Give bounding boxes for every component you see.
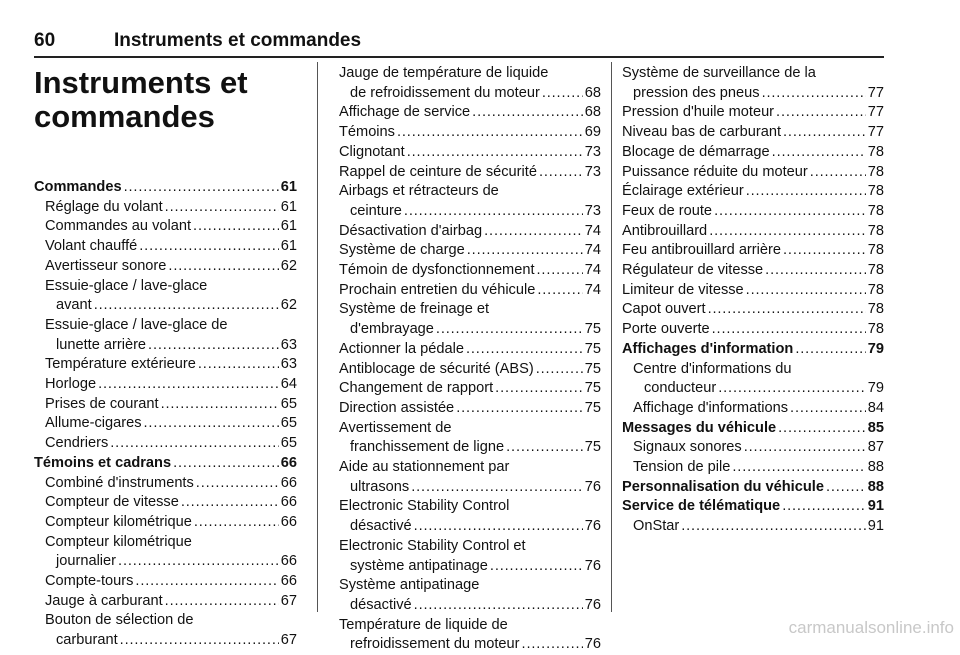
- dot-leader: [490, 557, 583, 577]
- page-number: 60: [34, 30, 56, 51]
- toc-entry-title: Tension de pile: [633, 459, 731, 476]
- dot-leader: [539, 163, 583, 183]
- toc-entry-title: Témoins et cadrans: [34, 454, 172, 471]
- dot-leader: [709, 222, 866, 242]
- dot-leader: [407, 143, 583, 163]
- toc-entry-title: Compte-tours: [45, 573, 134, 590]
- toc-entry[interactable]: [339, 438, 601, 458]
- toc-entry[interactable]: [339, 557, 601, 577]
- toc-entry-title: Signaux sonores: [633, 439, 742, 456]
- toc-entry[interactable]: [339, 123, 601, 143]
- toc-page-number: 78: [867, 242, 884, 259]
- dot-leader: [472, 103, 583, 123]
- toc-entry-title: Témoins: [339, 124, 395, 141]
- toc-column-2: [339, 64, 601, 655]
- toc-entry-title: Porte ouverte: [622, 321, 710, 338]
- toc-entry[interactable]: [622, 143, 884, 163]
- dot-leader: [746, 281, 866, 301]
- toc-entry-title: Limiteur de vitesse: [622, 281, 744, 298]
- toc-page-number: 75: [584, 380, 601, 397]
- toc-entry-title: pression des pneus: [633, 84, 760, 101]
- dot-leader: [484, 222, 583, 242]
- dot-leader: [537, 281, 582, 301]
- toc-entry[interactable]: [34, 375, 297, 395]
- toc-entry[interactable]: [34, 572, 297, 592]
- toc-page-number: 78: [867, 281, 884, 298]
- toc-page-number: 88: [867, 459, 884, 476]
- toc-page-number: 91: [867, 518, 884, 535]
- toc-entry-title: Compteur kilométrique: [45, 513, 192, 530]
- toc-page-number: 84: [867, 399, 884, 416]
- toc-page-number: 78: [867, 202, 884, 219]
- toc-entry-title: Affichages d'information: [622, 340, 794, 357]
- toc-page-number: 63: [280, 336, 297, 353]
- toc-entry[interactable]: [34, 355, 297, 375]
- toc-entry-title: Témoin de dysfonctionnement: [339, 262, 535, 279]
- watermark: carmanualsonline.info: [788, 618, 954, 637]
- toc-column-3: [622, 64, 884, 537]
- toc-section-entry[interactable]: [34, 178, 297, 198]
- toc-entry-text: Airbags et rétracteurs de: [339, 183, 499, 200]
- toc-entry-title: système antipatinage: [350, 557, 488, 574]
- toc-entry[interactable]: [339, 143, 601, 163]
- toc-page-number: 76: [584, 478, 601, 495]
- dot-leader: [168, 257, 278, 277]
- toc-entry-text: Essuie-glace / lave-glace de: [45, 316, 228, 333]
- toc-entry-text: Compteur kilométrique: [45, 533, 192, 550]
- toc-entry[interactable]: [34, 631, 297, 651]
- toc-entry-title: Température extérieure: [45, 356, 196, 373]
- toc-entry-title: Jauge à carburant: [45, 592, 163, 609]
- toc-entry[interactable]: [34, 474, 297, 494]
- toc-page-number: 75: [584, 340, 601, 357]
- toc-entry-title: carburant: [56, 632, 118, 649]
- toc-page-number: 87: [867, 439, 884, 456]
- dot-leader: [826, 478, 866, 498]
- toc-entry[interactable]: [339, 103, 601, 123]
- toc-entry[interactable]: [622, 458, 884, 478]
- dot-leader: [746, 182, 866, 202]
- toc-page-number: 63: [280, 356, 297, 373]
- dot-leader: [782, 497, 866, 517]
- toc-page-number: 61: [280, 198, 297, 215]
- toc-entry[interactable]: [339, 360, 601, 380]
- toc-entry-title: Prises de courant: [45, 395, 159, 412]
- toc-entry[interactable]: [622, 517, 884, 537]
- dot-leader: [181, 493, 279, 513]
- toc-entry-title: lunette arrière: [56, 336, 147, 353]
- toc-page-number: 78: [867, 163, 884, 180]
- dot-leader: [536, 360, 583, 380]
- toc-entry-title: Régulateur de vitesse: [622, 262, 764, 279]
- dot-leader: [414, 517, 583, 537]
- toc-entry-title: Horloge: [45, 376, 97, 393]
- toc-page-number: 64: [280, 376, 297, 393]
- header-rule: [34, 56, 884, 58]
- toc-entry-title: Système de charge: [339, 242, 465, 259]
- toc-column-1: [34, 64, 297, 651]
- dot-leader: [772, 143, 866, 163]
- dot-leader: [744, 438, 866, 458]
- dot-leader: [120, 631, 279, 651]
- toc-entry-title: Réglage du volant: [45, 198, 163, 215]
- dot-leader: [762, 84, 866, 104]
- toc-entry-text: Jauge de température de liquide: [339, 65, 549, 81]
- toc-entry-title: Puissance réduite du moteur: [622, 163, 808, 180]
- toc-entry-title: Affichage de service: [339, 104, 471, 121]
- toc-entry-title: Désactivation d'airbag: [339, 222, 483, 239]
- toc-entry[interactable]: [622, 320, 884, 340]
- toc-page-number: 74: [584, 262, 601, 279]
- toc-page-number: 66: [280, 573, 297, 590]
- toc-page-number: 61: [280, 179, 297, 195]
- toc-entry[interactable]: [34, 434, 297, 454]
- toc-page-number: 79: [867, 380, 884, 397]
- toc-entry-title: Messages du véhicule: [622, 419, 777, 436]
- toc-entry[interactable]: [34, 552, 297, 572]
- toc-entry[interactable]: [34, 217, 297, 237]
- dot-leader: [436, 320, 583, 340]
- toc-page-number: 61: [280, 238, 297, 255]
- toc-entry-title: journalier: [56, 553, 117, 570]
- toc-entry[interactable]: [339, 399, 601, 419]
- toc-page-number: 77: [867, 84, 884, 101]
- dot-leader: [714, 202, 866, 222]
- dot-leader: [522, 635, 583, 655]
- toc-page-number: 67: [280, 592, 297, 609]
- toc-page-number: 73: [584, 202, 601, 219]
- toc-entry[interactable]: [622, 202, 884, 222]
- toc-entry-title: Antibrouillard: [622, 222, 708, 239]
- toc-page-number: 66: [280, 474, 297, 491]
- toc-entry-title: Prochain entretien du véhicule: [339, 281, 536, 298]
- toc-entry[interactable]: [34, 336, 297, 356]
- toc-page-number: 76: [584, 557, 601, 574]
- column-divider: [317, 62, 318, 612]
- toc-page-number: 75: [584, 360, 601, 377]
- toc-entry-title: Service de télématique: [622, 498, 781, 515]
- dot-leader: [139, 237, 279, 257]
- toc-page-number: 74: [584, 222, 601, 239]
- toc-entry-title: Direction assistée: [339, 399, 455, 416]
- toc-entry-title: Antiblocage de sécurité (ABS): [339, 360, 534, 377]
- toc-entry[interactable]: [339, 340, 601, 360]
- toc-section-entry[interactable]: [622, 340, 884, 360]
- toc-entry-title: refroidissement du moteur: [350, 636, 520, 653]
- toc-entry-text: Système de surveillance de la: [622, 65, 816, 81]
- dot-leader: [404, 202, 583, 222]
- toc-entry[interactable]: [339, 281, 601, 301]
- toc-entry-title: conducteur: [644, 380, 717, 397]
- toc-entry-title: Blocage de démarrage: [622, 143, 770, 160]
- toc-entry-title: Allume-cigares: [45, 415, 142, 432]
- dot-leader: [495, 379, 583, 399]
- toc-entry-title: Feu antibrouillard arrière: [622, 242, 781, 259]
- dot-leader: [708, 300, 866, 320]
- dot-leader: [718, 379, 866, 399]
- toc-page-number: 74: [584, 242, 601, 259]
- toc-entry[interactable]: [34, 395, 297, 415]
- chapter-heading: [34, 66, 297, 134]
- toc-entry-title: Actionner la pédale: [339, 340, 464, 357]
- toc-entry[interactable]: [339, 478, 601, 498]
- toc-page-number: 75: [584, 439, 601, 456]
- toc-entry-title: Changement de rapport: [339, 380, 494, 397]
- dot-leader: [542, 84, 583, 104]
- toc-entry-title: Rappel de ceinture de sécurité: [339, 163, 537, 180]
- dot-leader: [765, 261, 866, 281]
- toc-entry-title: Avertisseur sonore: [45, 257, 167, 274]
- toc-entry[interactable]: [339, 261, 601, 281]
- dot-leader: [466, 340, 583, 360]
- toc-entry[interactable]: [34, 237, 297, 257]
- toc-entry-title: Compteur de vitesse: [45, 494, 179, 511]
- toc-page-number: 66: [280, 494, 297, 511]
- toc-entry-text: Température de liquide de: [339, 616, 508, 633]
- toc-entry-text: Système de freinage et: [339, 301, 490, 318]
- toc-page-number: 78: [867, 301, 884, 318]
- column-divider: [611, 62, 612, 612]
- toc-entry-title: Capot ouvert: [622, 301, 706, 318]
- toc-entry-title: Éclairage extérieur: [622, 183, 744, 200]
- toc-entry[interactable]: [622, 261, 884, 281]
- toc-entry-title: Feux de route: [622, 202, 713, 219]
- toc-entry-title: avant: [56, 297, 92, 314]
- toc-entry-title: de refroidissement du moteur: [350, 84, 540, 101]
- dot-leader: [783, 241, 866, 261]
- dot-leader: [681, 517, 866, 537]
- toc-entry[interactable]: [339, 517, 601, 537]
- toc-entry[interactable]: [34, 513, 297, 533]
- toc-page-number: 79: [867, 340, 884, 357]
- toc-page-number: 61: [280, 218, 297, 235]
- dot-leader: [196, 474, 279, 494]
- toc-entry-title: ceinture: [350, 202, 402, 219]
- toc-page-number: 76: [584, 596, 601, 613]
- toc-page-number: 65: [280, 415, 297, 432]
- toc-page-number: 65: [280, 395, 297, 412]
- toc-entry[interactable]: [622, 123, 884, 143]
- dot-leader: [98, 375, 279, 395]
- toc-entry[interactable]: [339, 320, 601, 340]
- toc-entry[interactable]: [339, 222, 601, 242]
- toc-entry[interactable]: [34, 198, 297, 218]
- toc-entry[interactable]: [622, 182, 884, 202]
- toc-entry-title: Volant chauffé: [45, 238, 138, 255]
- chapter-heading-line: Instruments et: [34, 65, 248, 100]
- toc-entry-text: Electronic Stability Control et: [339, 537, 526, 554]
- toc-entry-title: Niveau bas de carburant: [622, 124, 782, 141]
- toc-entry[interactable]: [339, 635, 601, 655]
- toc-entry[interactable]: [339, 596, 601, 616]
- toc-entry-text: Avertissement de: [339, 419, 452, 436]
- dot-leader: [795, 340, 865, 360]
- dot-leader: [161, 395, 279, 415]
- toc-entry[interactable]: [339, 84, 601, 104]
- toc-page-number: 73: [584, 143, 601, 160]
- dot-leader: [456, 399, 583, 419]
- toc-page-number: 65: [280, 435, 297, 452]
- toc-page-number: 76: [584, 636, 601, 653]
- toc-entry-title: Pression d'huile moteur: [622, 104, 775, 121]
- toc-entry[interactable]: [622, 379, 884, 399]
- toc-entry[interactable]: [34, 592, 297, 612]
- dot-leader: [810, 163, 866, 183]
- toc-entry[interactable]: [339, 163, 601, 183]
- dot-leader: [198, 355, 279, 375]
- toc-page-number: 85: [867, 419, 884, 436]
- toc-entry[interactable]: [34, 493, 297, 513]
- toc-page-number: 77: [867, 104, 884, 121]
- toc-page-number: 73: [584, 163, 601, 180]
- dot-leader: [148, 336, 279, 356]
- chapter-heading-line: commandes: [34, 99, 215, 134]
- toc-page-number: 66: [280, 513, 297, 530]
- toc-entry-text: Aide au stationnement par: [339, 459, 510, 476]
- toc-entry-title: désactivé: [350, 596, 412, 613]
- toc-entry[interactable]: [622, 84, 884, 104]
- toc-entry-title: franchissement de ligne: [350, 439, 505, 456]
- toc-entry-title: Commandes au volant: [45, 218, 192, 235]
- dot-leader: [118, 552, 279, 572]
- toc-page-number: 75: [584, 321, 601, 338]
- toc-entry-text: Essuie-glace / lave-glace: [45, 277, 208, 294]
- toc-page-number: 68: [584, 104, 601, 121]
- toc-section-entry[interactable]: [622, 419, 884, 439]
- toc-section-entry[interactable]: [34, 454, 297, 474]
- toc-entry[interactable]: [34, 414, 297, 434]
- toc-page-number: 66: [280, 553, 297, 570]
- toc-entry-text: Bouton de sélection de: [45, 612, 194, 629]
- toc-page-number: 91: [867, 498, 884, 515]
- toc-entry-text: Centre d'informations du: [633, 360, 792, 377]
- toc-page-number: 77: [867, 124, 884, 141]
- toc-page-number: 75: [584, 399, 601, 416]
- toc-entry[interactable]: [339, 379, 601, 399]
- toc-entry-title: ultrasons: [350, 478, 410, 495]
- dot-leader: [506, 438, 583, 458]
- toc-entry-title: Combiné d'instruments: [45, 474, 194, 491]
- toc-page-number: 78: [867, 222, 884, 239]
- toc-page-number: 66: [280, 454, 297, 471]
- dot-leader: [194, 513, 279, 533]
- dot-leader: [414, 596, 583, 616]
- toc-entry[interactable]: [622, 103, 884, 123]
- toc-entry[interactable]: [622, 281, 884, 301]
- dot-leader: [783, 123, 866, 143]
- toc-page-number: 62: [280, 297, 297, 314]
- toc-page-number: 68: [584, 84, 601, 101]
- dot-leader: [467, 241, 583, 261]
- toc-entry[interactable]: [622, 300, 884, 320]
- dot-leader: [110, 434, 279, 454]
- dot-leader: [135, 572, 278, 592]
- toc-entry-title: Commandes: [34, 179, 122, 195]
- toc-entry[interactable]: [622, 241, 884, 261]
- toc-section-entry[interactable]: [622, 497, 884, 517]
- toc-entry-title: Cendriers: [45, 435, 109, 452]
- dot-leader: [165, 198, 279, 218]
- dot-leader: [778, 419, 866, 439]
- toc-page-number: 74: [584, 281, 601, 298]
- dot-leader: [712, 320, 866, 340]
- toc-page-number: 78: [867, 143, 884, 160]
- toc-entry[interactable]: [622, 222, 884, 242]
- toc-entry-title: Affichage d'informations: [633, 399, 789, 416]
- toc-entry[interactable]: [34, 296, 297, 316]
- dot-leader: [411, 478, 583, 498]
- toc-page-number: 67: [280, 632, 297, 649]
- toc-entry[interactable]: [34, 257, 297, 277]
- toc-page-number: 78: [867, 183, 884, 200]
- toc-entry-title: d'embrayage: [350, 321, 434, 338]
- toc-entry-text: Electronic Stability Control: [339, 498, 510, 515]
- toc-page-number: 62: [280, 257, 297, 274]
- toc-entry-title: désactivé: [350, 518, 412, 535]
- toc-entry[interactable]: [339, 202, 601, 222]
- dot-leader: [790, 399, 866, 419]
- toc-entry[interactable]: [339, 241, 601, 261]
- toc-entry[interactable]: [622, 399, 884, 419]
- dot-leader: [776, 103, 866, 123]
- dot-leader: [397, 123, 583, 143]
- toc-entry[interactable]: [622, 438, 884, 458]
- toc-entry-title: Clignotant: [339, 143, 405, 160]
- dot-leader: [165, 592, 279, 612]
- toc-page-number: 78: [867, 262, 884, 279]
- toc-entry-text: Système antipatinage: [339, 577, 480, 594]
- dot-leader: [94, 296, 279, 316]
- header-title: Instruments et commandes: [114, 30, 362, 51]
- dot-leader: [193, 217, 279, 237]
- toc-page-number: 88: [867, 478, 884, 495]
- toc-page-number: 69: [584, 124, 601, 141]
- dot-leader: [144, 414, 279, 434]
- toc-page-number: 76: [584, 518, 601, 535]
- toc-page-number: 78: [867, 321, 884, 338]
- toc-entry-title: Personnalisation du véhicule: [622, 478, 824, 495]
- toc-entry-title: OnStar: [633, 518, 680, 535]
- dot-leader: [732, 458, 865, 478]
- toc-section-entry[interactable]: [622, 478, 884, 498]
- toc-entry[interactable]: [622, 163, 884, 183]
- dot-leader: [537, 261, 583, 281]
- dot-leader: [173, 454, 279, 474]
- dot-leader: [124, 178, 279, 198]
